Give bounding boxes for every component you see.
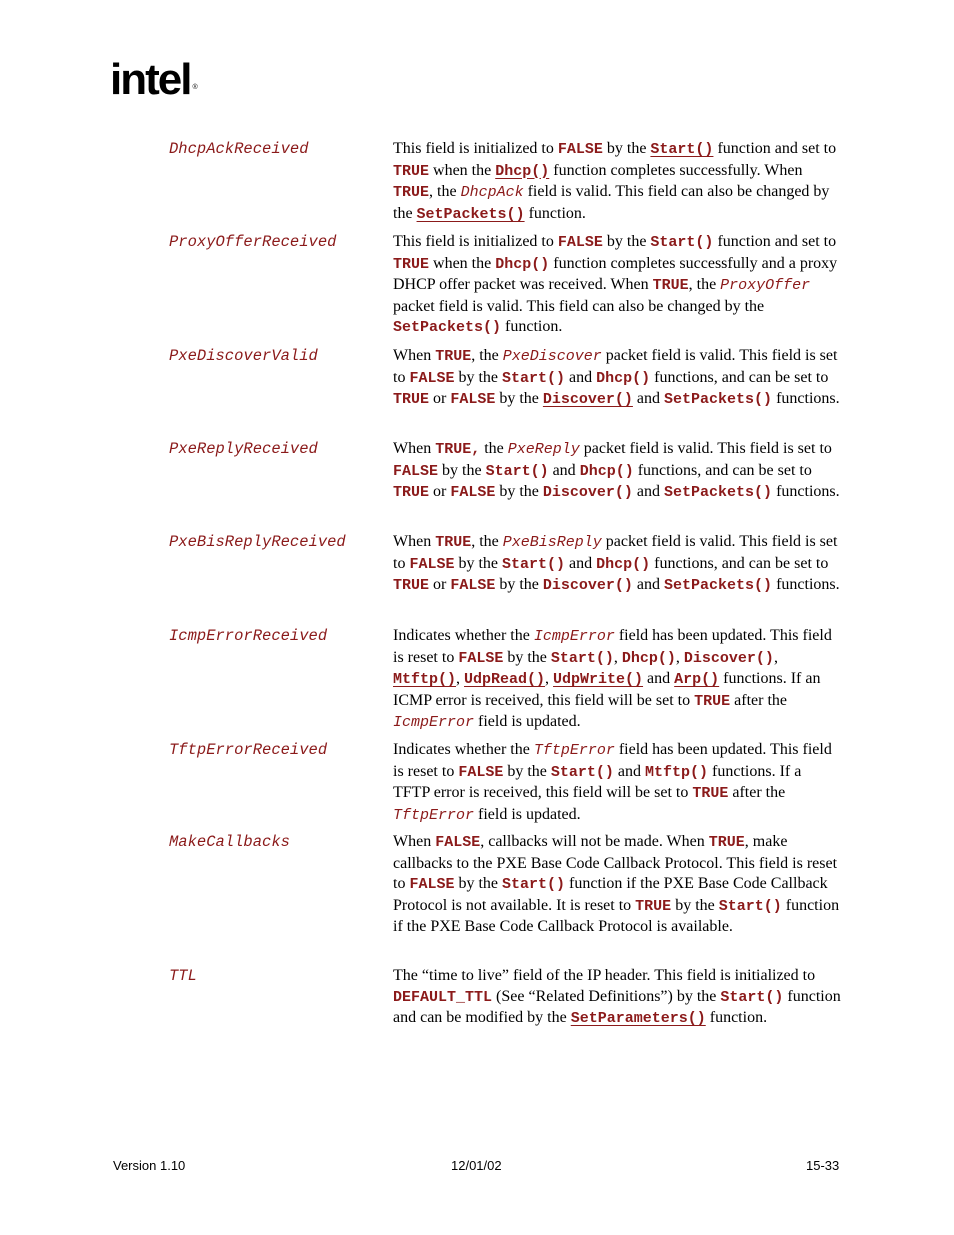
- code-keyword: SetPackets(): [664, 577, 773, 595]
- desc-text: by the: [454, 875, 503, 893]
- desc-text: the: [480, 440, 508, 457]
- field-description: [393, 346, 841, 411]
- desc-text: functions.: [772, 390, 840, 408]
- footer-date: 12/01/02: [451, 1158, 502, 1173]
- code-keyword: Start(): [502, 369, 566, 387]
- desc-text: ,: [456, 670, 465, 688]
- field-reference: PxeBisReply: [502, 534, 602, 551]
- function-link[interactable]: UdpWrite(): [553, 671, 644, 689]
- field-reference: PxeReply: [507, 441, 580, 458]
- code-keyword: Dhcp(): [596, 555, 651, 573]
- function-link[interactable]: Dhcp(): [495, 162, 550, 180]
- field-description: [393, 626, 841, 734]
- field-term: DhcpAckReceived: [169, 140, 309, 158]
- code-keyword: FALSE: [393, 462, 439, 480]
- desc-text: , the: [471, 347, 503, 364]
- desc-text: functions. If an ICMP error is received, this field will be set to: [393, 670, 821, 709]
- desc-text: ,: [773, 648, 778, 666]
- field-term: PxeReplyReceived: [169, 440, 318, 458]
- desc-text: and: [643, 670, 675, 688]
- code-keyword: Start(): [550, 763, 614, 781]
- desc-text: or: [429, 576, 451, 594]
- desc-text: , the: [688, 276, 721, 294]
- function-link[interactable]: UdpRead(): [464, 671, 546, 689]
- code-keyword: Mtftp(): [645, 763, 709, 781]
- code-keyword: FALSE: [435, 834, 481, 851]
- intel-logo: [110, 55, 198, 104]
- code-keyword: FALSE: [557, 141, 603, 158]
- desc-text: and: [632, 576, 665, 594]
- desc-text: functions, and can be set to: [650, 368, 829, 386]
- code-keyword: Start(): [485, 462, 549, 480]
- desc-text: , the: [471, 533, 503, 550]
- field-term: TTL: [169, 967, 197, 985]
- field-reference: ProxyOffer: [720, 277, 811, 295]
- function-link[interactable]: SetPackets(): [416, 205, 525, 223]
- desc-text: , callbacks will not be made. When: [480, 833, 709, 850]
- code-keyword: Start(): [718, 897, 782, 915]
- field-description: [393, 740, 841, 826]
- code-keyword: FALSE: [458, 649, 504, 667]
- function-link[interactable]: Start(): [650, 141, 714, 158]
- code-keyword: Dhcp(): [495, 255, 550, 273]
- code-keyword: TRUE: [652, 277, 689, 295]
- desc-text: function.: [501, 318, 563, 336]
- desc-text: when the: [429, 254, 496, 272]
- code-keyword: Discover(): [542, 577, 633, 595]
- field-reference: TftpError: [393, 806, 475, 824]
- field-reference: IcmpError: [533, 628, 615, 645]
- desc-text: by the: [495, 483, 543, 501]
- code-keyword: Start(): [550, 649, 614, 667]
- field-description: [393, 139, 841, 225]
- code-keyword: TRUE: [393, 162, 430, 180]
- code-keyword: Start(): [502, 555, 566, 573]
- desc-text: function if the PXE Base Code Callback Protocol is available.: [393, 896, 840, 936]
- desc-text: , the: [429, 183, 461, 201]
- desc-text: function completes successfully and a proxy DHCP offer packet was received. When: [393, 254, 838, 294]
- desc-text: functions.: [772, 483, 840, 501]
- desc-text: and: [548, 461, 580, 479]
- field-reference: TftpError: [533, 742, 615, 759]
- desc-text: by the: [454, 368, 503, 386]
- code-keyword: FALSE: [409, 369, 455, 387]
- code-keyword: FALSE: [450, 391, 496, 409]
- function-link[interactable]: Mtftp(): [393, 671, 457, 689]
- desc-text: by the: [495, 390, 543, 408]
- desc-text: , make callbacks to the PXE Base Code Callback Protocol. This field is reset to: [393, 833, 838, 893]
- desc-text: by the: [454, 554, 503, 572]
- code-keyword: TRUE: [435, 348, 472, 365]
- desc-text: field is valid. This field can also be changed by the: [393, 183, 830, 222]
- desc-text: field is updated.: [474, 713, 581, 731]
- desc-text: functions.: [772, 576, 840, 594]
- code-keyword: Start(): [650, 234, 714, 251]
- desc-text: packet field is valid. This field is set to: [579, 440, 832, 457]
- desc-text: When: [393, 533, 436, 550]
- desc-text: and: [613, 762, 646, 780]
- field-description: [393, 966, 841, 1030]
- code-keyword: TRUE: [435, 534, 472, 551]
- function-link[interactable]: Discover(): [542, 391, 633, 409]
- desc-text: and: [565, 368, 597, 386]
- field-reference: IcmpError: [393, 714, 475, 732]
- desc-text: ,: [613, 648, 622, 666]
- desc-text: or: [429, 483, 451, 501]
- code-keyword: TRUE: [393, 391, 430, 409]
- code-keyword: TRUE: [393, 484, 430, 502]
- code-keyword: TRUE: [692, 785, 729, 803]
- code-keyword: Start(): [720, 988, 784, 1006]
- field-description: [393, 439, 841, 504]
- code-keyword: Start(): [502, 876, 566, 894]
- desc-text: function.: [524, 204, 586, 222]
- code-keyword: FALSE: [409, 876, 455, 894]
- field-description: [393, 532, 841, 597]
- desc-text: Indicates whether the: [393, 741, 534, 758]
- desc-text: field has been updated. This field is reset to: [393, 741, 832, 780]
- code-keyword: FALSE: [458, 763, 504, 781]
- desc-text: When: [393, 440, 436, 457]
- code-keyword: SetPackets(): [664, 484, 773, 502]
- code-keyword: SetPackets(): [664, 391, 773, 409]
- field-term: PxeBisReplyReceived: [169, 533, 346, 551]
- code-keyword: FALSE: [450, 484, 496, 502]
- desc-text: function and set to: [713, 140, 837, 157]
- code-keyword: TRUE: [708, 834, 745, 851]
- field-term: PxeDiscoverValid: [169, 347, 318, 365]
- code-keyword: Dhcp(): [596, 369, 651, 387]
- footer-version: Version 1.10: [113, 1158, 186, 1173]
- desc-text: by the: [503, 762, 551, 780]
- desc-text: after the: [730, 691, 787, 709]
- code-keyword: FALSE: [557, 234, 603, 251]
- code-keyword: TRUE: [393, 184, 430, 202]
- desc-text: after the: [728, 784, 786, 802]
- field-reference: PxeDiscover: [502, 348, 602, 365]
- desc-text: functions, and can be set to: [633, 461, 812, 479]
- desc-text: by the: [438, 461, 486, 479]
- desc-text: function.: [705, 1009, 768, 1027]
- function-link[interactable]: SetParameters(): [570, 1010, 706, 1028]
- code-keyword: TRUE: [635, 897, 672, 915]
- field-description: [393, 232, 841, 339]
- desc-text: When: [393, 347, 436, 364]
- desc-text: by the: [671, 896, 719, 914]
- logo-text: intel: [110, 55, 191, 104]
- field-term: ProxyOfferReceived: [169, 233, 337, 251]
- desc-text: by the: [602, 140, 651, 157]
- code-keyword: FALSE: [450, 577, 496, 595]
- desc-text: and: [632, 390, 665, 408]
- desc-text: packet field is valid. This field can also be changed by the: [393, 297, 765, 315]
- code-keyword: Discover(): [683, 649, 774, 667]
- code-keyword: TRUE: [393, 255, 430, 273]
- desc-text: functions, and can be set to: [650, 554, 829, 572]
- desc-text: packet field is valid. This field is set to: [393, 533, 838, 572]
- desc-text: by the: [495, 576, 543, 594]
- desc-text: ,: [675, 648, 684, 666]
- desc-text: or: [429, 390, 451, 408]
- field-description: [393, 832, 841, 938]
- code-keyword: DEFAULT_TTL: [393, 988, 493, 1006]
- code-keyword: Discover(): [542, 484, 633, 502]
- desc-text: and: [565, 554, 597, 572]
- desc-text: when the: [429, 161, 496, 179]
- code-keyword: SetPackets(): [393, 319, 502, 337]
- desc-text: by the: [503, 648, 551, 666]
- desc-text: function and can be modified by the: [393, 987, 841, 1027]
- desc-text: Indicates whether the: [393, 627, 534, 644]
- footer-page-number: 15-33: [806, 1158, 840, 1173]
- desc-text: and: [632, 483, 665, 501]
- desc-text: function if the PXE Base Code Callback Protocol is not available. It is reset to: [393, 875, 828, 914]
- field-term: MakeCallbacks: [169, 833, 290, 851]
- code-keyword: TRUE: [393, 577, 430, 595]
- desc-text: field is updated.: [474, 805, 581, 823]
- code-keyword: Dhcp(): [579, 462, 634, 480]
- desc-text: The “time to live” field of the IP header. This field is initialized to: [393, 967, 816, 984]
- desc-text: packet field is valid. This field is set to: [393, 347, 838, 386]
- code-keyword: Dhcp(): [621, 649, 676, 667]
- field-reference: DhcpAck: [460, 184, 524, 202]
- desc-text: This field is initialized to: [393, 233, 558, 250]
- desc-text: (See “Related Definitions”) by the: [492, 987, 721, 1005]
- logo-registered-mark: ®: [192, 84, 198, 91]
- desc-text: functions. If a TFTP error is received, this field will be set to: [393, 762, 802, 802]
- code-keyword: TRUE: [694, 692, 731, 710]
- function-link[interactable]: Arp(): [674, 671, 720, 689]
- desc-text: This field is initialized to: [393, 140, 558, 157]
- desc-text: by the: [602, 233, 651, 250]
- desc-text: When: [393, 833, 436, 850]
- field-term: TftpErrorReceived: [169, 741, 328, 759]
- desc-text: function completes successfully. When: [549, 161, 803, 179]
- code-keyword: FALSE: [409, 555, 455, 573]
- desc-text: field has been updated. This field is reset to: [393, 627, 832, 666]
- desc-text: ,: [545, 670, 554, 688]
- field-term: IcmpErrorReceived: [169, 627, 328, 645]
- code-keyword: TRUE,: [435, 441, 481, 458]
- desc-text: function and set to: [713, 233, 837, 250]
